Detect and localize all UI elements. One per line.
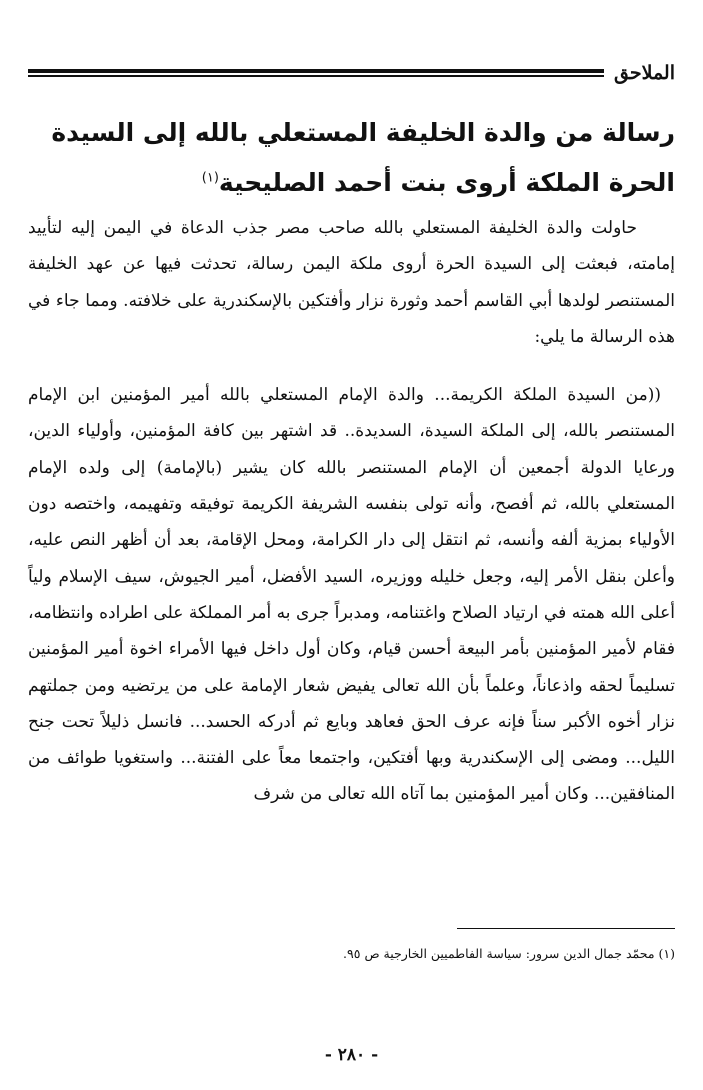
chapter-title xyxy=(28,108,675,208)
footnote: (١) محمّد جمال الدين سرور: سياسة الفاطميين الخارجية ص ٩٥. xyxy=(343,946,675,961)
header-double-rule xyxy=(28,69,604,77)
body-text xyxy=(28,210,675,813)
chapter-title-text: رسالة من والدة الخليفة المستعلي بالله إلى السيدة الحرة الملكة أروى بنت أحمد الصليحية xyxy=(51,118,675,197)
page-number: - ٢٨٠ - xyxy=(324,1045,379,1065)
footnote-reference: (١) xyxy=(201,170,219,186)
running-title: الملاحق xyxy=(614,62,675,84)
quoted-letter-paragraph: ((من السيدة الملكة الكريمة... والدة الإمام المستعلي بالله أمير المؤمنين ابن الإمام المستنصر بالله، إلى الملكة السيدة، السديدة.. قد اشتهر بين كافة المؤمنين، وأولياء الدين، ورعايا الدولة أجمعين أن الإمام المستنصر بالله كان يشير (بالإمامة) إلى ولده الإمام المستعلي بالله، ثم أفصح، وأنه تولى بنفسه الشريفة الكريمة توفيقه وتفهيمه، واختصه دون الأولياء بمزية ألفه وأنسه، ثم انتقل إلى دار الكرامة، ومحل الإقامة، بعد أن أظهر النص عليه، وأعلن بنقل الأمر إليه، وجعل خليله ووزيره، السيد الأفضل، أمير الجيوش، سيف الإسلام ولياً أعلى الله همته في ارتياد الصلاح واغتنامه، ومدبراً جرى به أمر المملكة على اطراده وانتظامه، فقام لأمير المؤمنين بأمر البيعة أحسن قيام، وكان أول داخل فيها الأمراء اخوة أمير المؤمنين تسليماً لحقه واذعاناً، وعلماً بأن الله تعالى يفيض شعار الإمامة على من يرتضيه ومن جملتهم نزار أخوه الأكبر سناً فإنه عرف الحق فعاهد وبايع ثم أدركه الحسد... فانسل ذليلاً تحت جنح الليل... ومضى إلى الإسكندرية وبها أفتكين، واجتمعا معاً على الفتنة... واستغويا طوائف من المنافقين... وكان أمير المؤمنين بما آتاه الله تعالى من شرف xyxy=(28,385,675,805)
running-header xyxy=(28,60,675,86)
intro-paragraph: حاولت والدة الخليفة المستعلي بالله صاحب مصر جذب الدعاة في اليمن إليه لتأييد إمامته، فبعثت إلى السيدة الحرة أروى ملكة اليمن رسالة، تحدثت فيها عن عهد الخليفة المستنصر لولدها أبي القاسم أحمد وثورة نزار وأفتكين بالإسكندرية على خلافته. ومما جاء في هذه الرسالة ما يلي: xyxy=(28,218,675,347)
footnote-separator xyxy=(457,928,675,929)
